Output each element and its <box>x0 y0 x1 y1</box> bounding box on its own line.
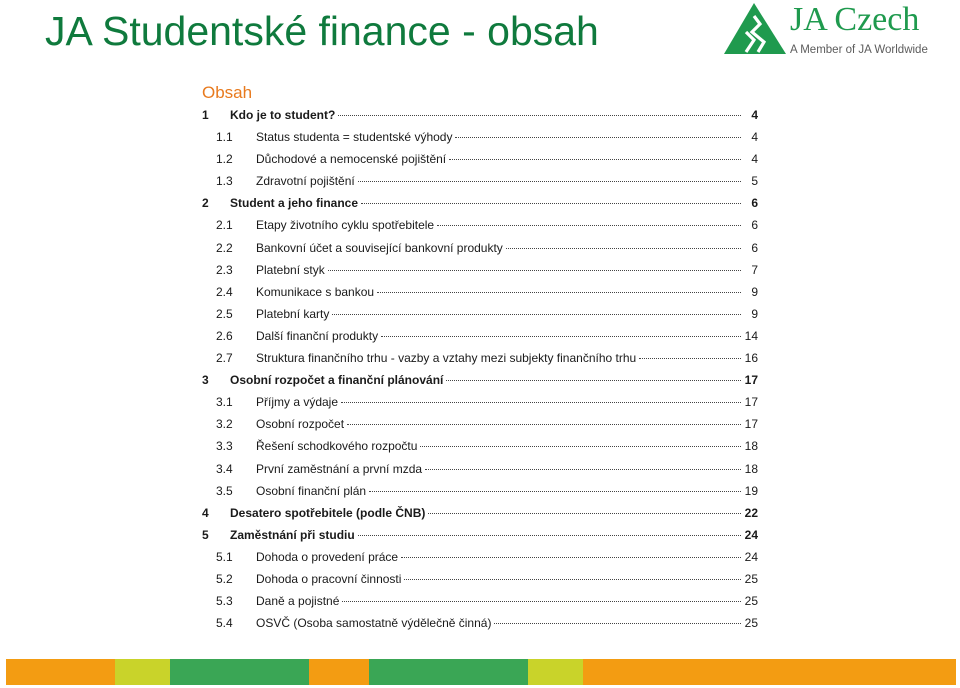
toc-dot-leader <box>428 513 741 514</box>
toc-entry-number: 5.3 <box>216 594 233 609</box>
toc-entry-number: 2 <box>202 196 209 211</box>
toc-entry-title: Dohoda o provedení práce <box>256 549 399 564</box>
toc-dot-leader <box>425 469 741 470</box>
toc-entry-title: Desatero spotřebitele (podle ČNB) <box>230 505 426 520</box>
toc-dot-leader <box>361 203 741 204</box>
toc-entry[interactable] <box>200 568 760 590</box>
toc-entry-title: Zdravotní pojištění <box>256 174 355 189</box>
toc-dot-leader <box>358 535 741 536</box>
toc-entry[interactable] <box>200 281 760 303</box>
toc-entry-number: 1.2 <box>216 152 233 167</box>
toc-entry-number: 1.1 <box>216 130 233 145</box>
logo-name: JA Czech <box>790 1 920 38</box>
toc-entry-title: Kdo je to student? <box>230 108 336 122</box>
toc-entry-page: 14 <box>744 328 758 343</box>
toc-entry-page: 4 <box>751 108 758 122</box>
toc-entry-title: Důchodové a nemocenské pojištění <box>256 152 447 167</box>
toc-entry-number: 1.3 <box>216 174 233 189</box>
toc-entry[interactable] <box>200 214 760 236</box>
toc-dot-leader <box>377 292 741 293</box>
toc-dot-leader <box>420 446 741 447</box>
toc-entry-number: 2.3 <box>216 262 233 277</box>
footer-stripe <box>170 659 309 685</box>
toc-entry-number: 5.4 <box>216 616 233 631</box>
ja-czech-logo <box>724 2 954 58</box>
toc-dot-leader <box>494 623 741 624</box>
table-of-contents <box>200 82 760 634</box>
toc-entry-number: 3.3 <box>216 439 233 454</box>
toc-entry[interactable] <box>200 237 760 259</box>
toc-entry-title: Zaměstnání při studiu <box>230 527 355 542</box>
toc-dot-leader <box>342 601 741 602</box>
toc-entry[interactable] <box>200 303 760 325</box>
toc-entry-page: 25 <box>744 594 758 609</box>
footer-stripe <box>309 659 369 685</box>
toc-entry-number: 2.4 <box>216 284 233 299</box>
toc-entry-number: 5.1 <box>216 549 233 564</box>
toc-entry[interactable] <box>200 480 760 502</box>
toc-heading: Obsah <box>202 83 253 102</box>
toc-entry-title: Osobní finanční plán <box>256 483 367 498</box>
toc-entry-page: 18 <box>744 461 758 476</box>
toc-entry-title: OSVČ (Osoba samostatně výdělečně činná) <box>256 616 492 631</box>
toc-entry-page: 24 <box>744 549 758 564</box>
toc-entry-page: 7 <box>751 262 758 277</box>
toc-entry-title: Struktura finančního trhu - vazby a vztahy mezi subjekty finančního trhu <box>256 351 637 366</box>
toc-entry[interactable] <box>200 413 760 435</box>
toc-entry-number: 5.2 <box>216 571 233 586</box>
toc-entry-title: Řešení schodkového rozpočtu <box>256 439 418 454</box>
toc-entry-title: Student a jeho finance <box>230 196 359 211</box>
toc-dot-leader <box>338 115 741 116</box>
toc-entry-page: 18 <box>744 439 758 454</box>
toc-entry[interactable] <box>200 524 760 546</box>
toc-entry-title: První zaměstnání a první mzda <box>256 461 423 476</box>
toc-entry[interactable] <box>200 325 760 347</box>
toc-entry-number: 3.5 <box>216 483 233 498</box>
footer-stripe <box>583 659 956 685</box>
toc-dot-leader <box>328 270 741 271</box>
toc-entry[interactable] <box>200 391 760 413</box>
toc-entry-page: 6 <box>751 196 758 211</box>
toc-dot-leader <box>639 358 741 359</box>
toc-entry-page: 4 <box>751 152 758 167</box>
toc-entry-title: Osobní rozpočet <box>256 417 345 432</box>
toc-entry-title: Etapy životního cyklu spotřebitele <box>256 218 435 233</box>
toc-entry-number: 3.2 <box>216 417 233 432</box>
toc-entry-title: Platební styk <box>256 262 325 277</box>
toc-entry-title: Dohoda o pracovní činnosti <box>256 571 402 586</box>
toc-entry-number: 3 <box>202 373 209 388</box>
toc-entry[interactable] <box>200 546 760 568</box>
ja-logo-mark-icon <box>724 2 788 56</box>
toc-entry-page: 5 <box>751 174 758 189</box>
toc-dot-leader <box>347 424 741 425</box>
toc-dot-leader <box>369 491 741 492</box>
toc-entry[interactable] <box>200 104 760 126</box>
toc-dot-leader <box>381 336 741 337</box>
toc-entry-number: 2.7 <box>216 351 233 366</box>
slide-title: JA Studentské finance - obsah <box>45 8 599 54</box>
toc-entry-title: Status studenta = studentské výhody <box>256 130 453 145</box>
toc-entry-title: Další finanční produkty <box>256 328 379 343</box>
toc-dot-leader <box>506 248 741 249</box>
toc-entry-number: 1 <box>202 108 209 122</box>
toc-entry-page: 6 <box>751 218 758 233</box>
toc-entry[interactable] <box>200 192 760 214</box>
toc-entry-page: 25 <box>744 571 758 586</box>
footer-stripe <box>528 659 583 685</box>
toc-dot-leader <box>449 159 741 160</box>
toc-entry[interactable] <box>200 347 760 369</box>
toc-entry-number: 2.2 <box>216 240 233 255</box>
toc-entry-page: 17 <box>744 395 758 410</box>
toc-entry-title: Osobní rozpočet a finanční plánování <box>230 373 444 388</box>
toc-entry-number: 3.4 <box>216 461 233 476</box>
toc-entry-title: Bankovní účet a související bankovní produkty <box>256 240 503 255</box>
toc-entry[interactable] <box>200 502 760 524</box>
footer-stripe <box>115 659 170 685</box>
toc-entry-page: 24 <box>744 527 758 542</box>
toc-dot-leader <box>404 579 741 580</box>
toc-entry-page: 9 <box>751 284 758 299</box>
toc-entry-page: 25 <box>744 616 758 631</box>
toc-entry-title: Daně a pojistné <box>256 594 340 609</box>
toc-entry-page: 6 <box>751 240 758 255</box>
toc-entry-page: 9 <box>751 306 758 321</box>
toc-entry-number: 3.1 <box>216 395 233 410</box>
toc-dot-leader <box>358 181 741 182</box>
toc-dot-leader <box>341 402 741 403</box>
toc-entry[interactable] <box>200 435 760 457</box>
footer-stripe <box>6 659 115 685</box>
toc-entry-page: 19 <box>744 483 758 498</box>
toc-entry-number: 4 <box>202 505 209 520</box>
toc-entry[interactable] <box>200 458 760 480</box>
toc-dot-leader <box>401 557 741 558</box>
toc-entry-page: 17 <box>744 373 758 388</box>
toc-entry-page: 22 <box>744 505 758 520</box>
toc-entry-title: Příjmy a výdaje <box>256 395 339 410</box>
toc-entry[interactable] <box>200 590 760 612</box>
toc-entry-number: 5 <box>202 527 209 542</box>
toc-entry[interactable] <box>200 170 760 192</box>
toc-entry[interactable] <box>200 126 760 148</box>
toc-dot-leader <box>332 314 741 315</box>
toc-entry-page: 17 <box>744 417 758 432</box>
toc-entry[interactable] <box>200 148 760 170</box>
footer-stripe <box>369 659 528 685</box>
toc-entry-number: 2.6 <box>216 328 233 343</box>
toc-entry[interactable] <box>200 259 760 281</box>
toc-dot-leader <box>437 225 741 226</box>
toc-entry[interactable] <box>200 369 760 391</box>
toc-dot-leader <box>455 137 741 138</box>
toc-entry[interactable] <box>200 612 760 634</box>
logo-subtitle: A Member of JA Worldwide <box>790 44 928 56</box>
footer-color-bar <box>6 659 956 685</box>
toc-entry-number: 2.5 <box>216 306 233 321</box>
toc-entry-number: 2.1 <box>216 218 233 233</box>
toc-entry-title: Platební karty <box>256 306 330 321</box>
toc-list <box>200 104 760 634</box>
toc-entry-page: 4 <box>751 130 758 145</box>
toc-entry-title: Komunikace s bankou <box>256 284 375 299</box>
toc-entry-page: 16 <box>744 351 758 366</box>
toc-dot-leader <box>446 380 741 381</box>
